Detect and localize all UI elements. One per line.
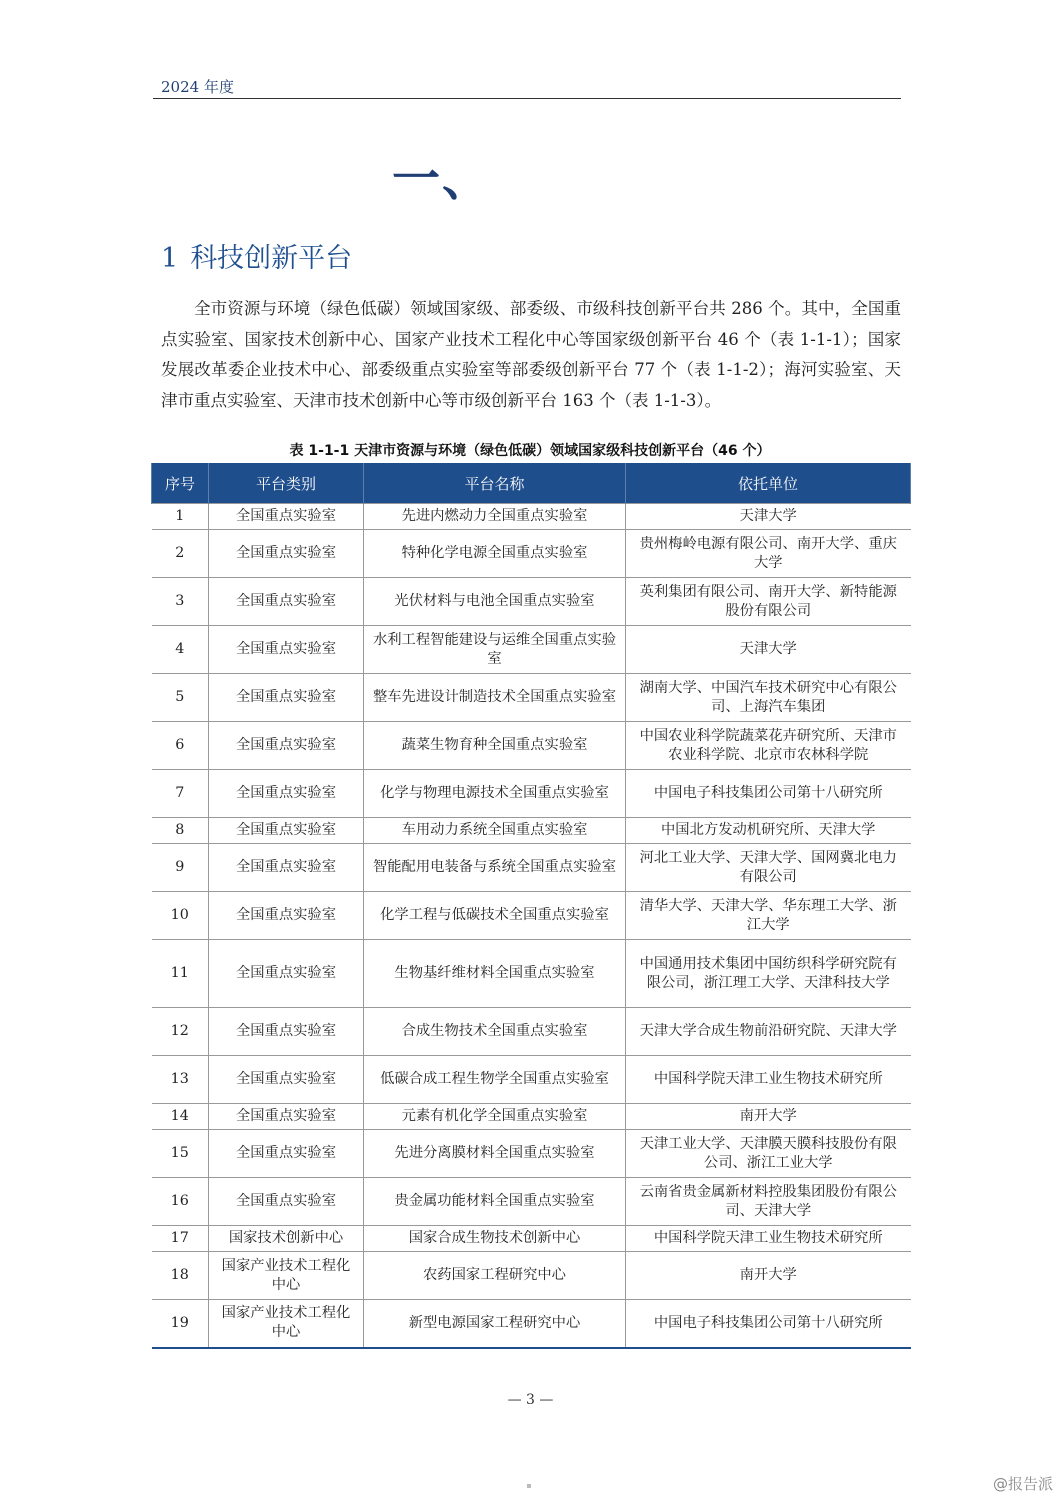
cell-category: 国家产业技术工程化中心	[209, 1300, 364, 1348]
cell-index: 15	[152, 1130, 209, 1178]
table-row	[152, 626, 911, 674]
table-header-cell: 平台类别	[209, 463, 364, 504]
table-row	[152, 578, 911, 626]
cell-category: 全国重点实验室	[209, 940, 364, 1008]
section-number: 1	[161, 243, 179, 274]
cell-category: 全国重点实验室	[209, 530, 364, 578]
cell-platform-name: 化学工程与低碳技术全国重点实验室	[364, 892, 626, 940]
chapter-heading: 一、	[392, 151, 493, 207]
cell-index: 14	[152, 1104, 209, 1130]
cell-host-unit: 中国电子科技集团公司第十八研究所	[626, 770, 911, 818]
table-row	[152, 770, 911, 818]
cell-host-unit: 英利集团有限公司、南开大学、新特能源股份有限公司	[626, 578, 911, 626]
table-row	[152, 722, 911, 770]
cell-category: 全国重点实验室	[209, 1056, 364, 1104]
platform-table	[151, 463, 911, 1349]
table-body	[152, 504, 911, 1348]
cell-category: 全国重点实验室	[209, 722, 364, 770]
cell-category: 全国重点实验室	[209, 818, 364, 844]
cell-index: 16	[152, 1178, 209, 1226]
cell-index: 1	[152, 504, 209, 530]
cell-category: 全国重点实验室	[209, 1178, 364, 1226]
header-year: 2024 年度	[161, 78, 234, 96]
cell-category: 全国重点实验室	[209, 1008, 364, 1056]
section-title: 科技创新平台	[190, 243, 353, 274]
cell-host-unit: 中国科学院天津工业生物技术研究所	[626, 1226, 911, 1252]
watermark: @报告派	[992, 1475, 1053, 1493]
cell-host-unit: 中国北方发动机研究所、天津大学	[626, 818, 911, 844]
cell-platform-name: 先进分离膜材料全国重点实验室	[364, 1130, 626, 1178]
cell-host-unit: 天津大学	[626, 626, 911, 674]
cell-platform-name: 整车先进设计制造技术全国重点实验室	[364, 674, 626, 722]
cell-index: 17	[152, 1226, 209, 1252]
cell-platform-name: 特种化学电源全国重点实验室	[364, 530, 626, 578]
table-row	[152, 1104, 911, 1130]
cell-host-unit: 中国电子科技集团公司第十八研究所	[626, 1300, 911, 1348]
table-row	[152, 892, 911, 940]
table-row	[152, 1300, 911, 1348]
page-number: — 3 —	[507, 1392, 554, 1408]
cell-index: 7	[152, 770, 209, 818]
cell-platform-name: 新型电源国家工程研究中心	[364, 1300, 626, 1348]
cell-platform-name: 智能配用电装备与系统全国重点实验室	[364, 844, 626, 892]
cell-index: 6	[152, 722, 209, 770]
table-header-cell: 序号	[152, 463, 209, 504]
table-row	[152, 504, 911, 530]
cell-index: 3	[152, 578, 209, 626]
cell-host-unit: 河北工业大学、天津大学、国网冀北电力有限公司	[626, 844, 911, 892]
table-row	[152, 1008, 911, 1056]
cell-category: 全国重点实验室	[209, 892, 364, 940]
table-row	[152, 940, 911, 1008]
table-header-row	[152, 463, 911, 504]
cell-category: 全国重点实验室	[209, 674, 364, 722]
cell-index: 4	[152, 626, 209, 674]
table-row	[152, 1226, 911, 1252]
cell-index: 8	[152, 818, 209, 844]
cell-index: 9	[152, 844, 209, 892]
cell-category: 国家技术创新中心	[209, 1226, 364, 1252]
cell-index: 10	[152, 892, 209, 940]
header-divider	[153, 98, 901, 99]
cell-platform-name: 农药国家工程研究中心	[364, 1252, 626, 1300]
table-row	[152, 530, 911, 578]
scroll-dot	[527, 1484, 531, 1488]
cell-host-unit: 中国科学院天津工业生物技术研究所	[626, 1056, 911, 1104]
table-row	[152, 818, 911, 844]
cell-platform-name: 生物基纤维材料全国重点实验室	[364, 940, 626, 1008]
cell-category: 全国重点实验室	[209, 1130, 364, 1178]
cell-category: 全国重点实验室	[209, 1104, 364, 1130]
cell-host-unit: 天津大学	[626, 504, 911, 530]
cell-host-unit: 中国通用技术集团中国纺织科学研究院有限公司，浙江理工大学、天津科技大学	[626, 940, 911, 1008]
cell-host-unit: 中国农业科学院蔬菜花卉研究所、天津市农业科学院、北京市农林科学院	[626, 722, 911, 770]
cell-platform-name: 低碳合成工程生物学全国重点实验室	[364, 1056, 626, 1104]
cell-index: 19	[152, 1300, 209, 1348]
table-row	[152, 1178, 911, 1226]
cell-index: 12	[152, 1008, 209, 1056]
cell-platform-name: 先进内燃动力全国重点实验室	[364, 504, 626, 530]
section-heading	[161, 236, 352, 275]
table-row	[152, 844, 911, 892]
cell-platform-name: 化学与物理电源技术全国重点实验室	[364, 770, 626, 818]
cell-category: 全国重点实验室	[209, 770, 364, 818]
cell-category: 国家产业技术工程化中心	[209, 1252, 364, 1300]
cell-host-unit: 天津大学合成生物前沿研究院、天津大学	[626, 1008, 911, 1056]
cell-platform-name: 水利工程智能建设与运维全国重点实验室	[364, 626, 626, 674]
cell-platform-name: 合成生物技术全国重点实验室	[364, 1008, 626, 1056]
table-caption: 表 1-1-1 天津市资源与环境（绿色低碳）领域国家级科技创新平台（46 个）	[289, 443, 771, 459]
table-row	[152, 1252, 911, 1300]
cell-host-unit: 天津工业大学、天津膜天膜科技股份有限公司、浙江工业大学	[626, 1130, 911, 1178]
cell-platform-name: 贵金属功能材料全国重点实验室	[364, 1178, 626, 1226]
cell-index: 13	[152, 1056, 209, 1104]
cell-host-unit: 清华大学、天津大学、华东理工大学、浙江大学	[626, 892, 911, 940]
cell-index: 5	[152, 674, 209, 722]
cell-host-unit: 湖南大学、中国汽车技术研究中心有限公司、上海汽车集团	[626, 674, 911, 722]
cell-category: 全国重点实验室	[209, 844, 364, 892]
cell-index: 18	[152, 1252, 209, 1300]
cell-index: 11	[152, 940, 209, 1008]
cell-category: 全国重点实验室	[209, 626, 364, 674]
cell-platform-name: 国家合成生物技术创新中心	[364, 1226, 626, 1252]
cell-category: 全国重点实验室	[209, 578, 364, 626]
cell-host-unit: 贵州梅岭电源有限公司、南开大学、重庆大学	[626, 530, 911, 578]
cell-host-unit: 南开大学	[626, 1252, 911, 1300]
body-paragraph: 全市资源与环境（绿色低碳）领域国家级、部委级、市级科技创新平台共 286 个。其中，全国重点实验室、国家技术创新中心、国家产业技术工程化中心等国家级创新平台 46 个（表 1-1-1）；国家发展改革委企业技术中心、部委级重点实验室等部委级创新平台 77 个（表 1-1-2）；海河实验室、天津市重点实验室、天津市技术创新中心等市级创新平台 163 个（表 1-1-3）。	[161, 299, 901, 410]
cell-category: 全国重点实验室	[209, 504, 364, 530]
cell-platform-name: 光伏材料与电池全国重点实验室	[364, 578, 626, 626]
cell-index: 2	[152, 530, 209, 578]
table-header-cell: 依托单位	[626, 463, 911, 504]
cell-platform-name: 蔬菜生物育种全国重点实验室	[364, 722, 626, 770]
cell-host-unit: 南开大学	[626, 1104, 911, 1130]
cell-platform-name: 车用动力系统全国重点实验室	[364, 818, 626, 844]
table-header-cell: 平台名称	[364, 463, 626, 504]
table-row	[152, 1056, 911, 1104]
table-row	[152, 674, 911, 722]
table-row	[152, 1130, 911, 1178]
cell-platform-name: 元素有机化学全国重点实验室	[364, 1104, 626, 1130]
cell-host-unit: 云南省贵金属新材料控股集团股份有限公司、天津大学	[626, 1178, 911, 1226]
